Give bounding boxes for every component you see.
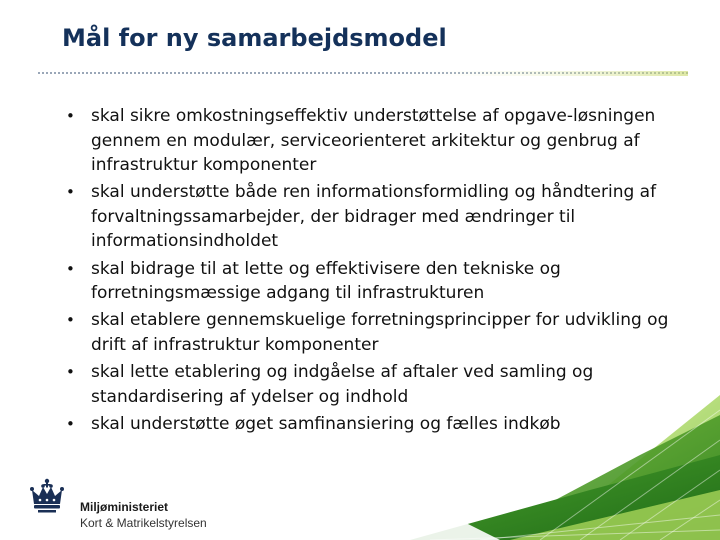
bullet-text: skal sikre omkostningseffektiv understøttelse af opgave-løsningen gennem en modulær, serviceorienteret arkitektur og genbrug af infrastruktur komponenter — [91, 106, 656, 176]
map-landscape-graphic — [390, 395, 720, 540]
ministry-name: Miljøministeriet — [80, 500, 169, 514]
crown-icon — [28, 478, 66, 518]
bullet-dot: • — [66, 362, 75, 381]
bullet-dot: • — [66, 311, 75, 330]
bullet-text: skal bidrage til at lette og effektivisere den tekniske og forretningsmæssige adgang til infrastrukturen — [91, 258, 561, 304]
slide-title: Mål for ny samarbejdsmodel — [62, 24, 447, 52]
bullet-item — [66, 308, 706, 357]
bullet-dot: • — [66, 107, 75, 125]
bullet-list — [66, 104, 706, 439]
bullet-item — [66, 104, 706, 178]
bullet-item — [66, 180, 706, 254]
bullet-dot: • — [66, 414, 75, 433]
bullet-text: skal understøtte øget samfinansiering og fælles indkøb — [91, 413, 561, 434]
bullet-text: skal understøtte både ren informationsformidling og håndtering af forvaltningssamarbejder, der bidrager med ændringer til informationsindholdet — [91, 182, 657, 252]
ministry-logo — [28, 478, 268, 534]
agency-name: Kort & Matrikelstyrelsen — [80, 516, 207, 530]
bullet-text: skal etablere gennemskuelige forretningsprincipper for udvikling og drift af infrastruktur komponenter — [91, 310, 669, 355]
title-divider — [38, 71, 688, 76]
bullet-item — [66, 257, 706, 306]
bullet-text: skal lette etablering og indgåelse af aftaler ved samling og standardisering af ydelser og indhold — [91, 361, 594, 407]
bullet-dot: • — [66, 183, 75, 202]
bullet-dot: • — [66, 259, 75, 278]
